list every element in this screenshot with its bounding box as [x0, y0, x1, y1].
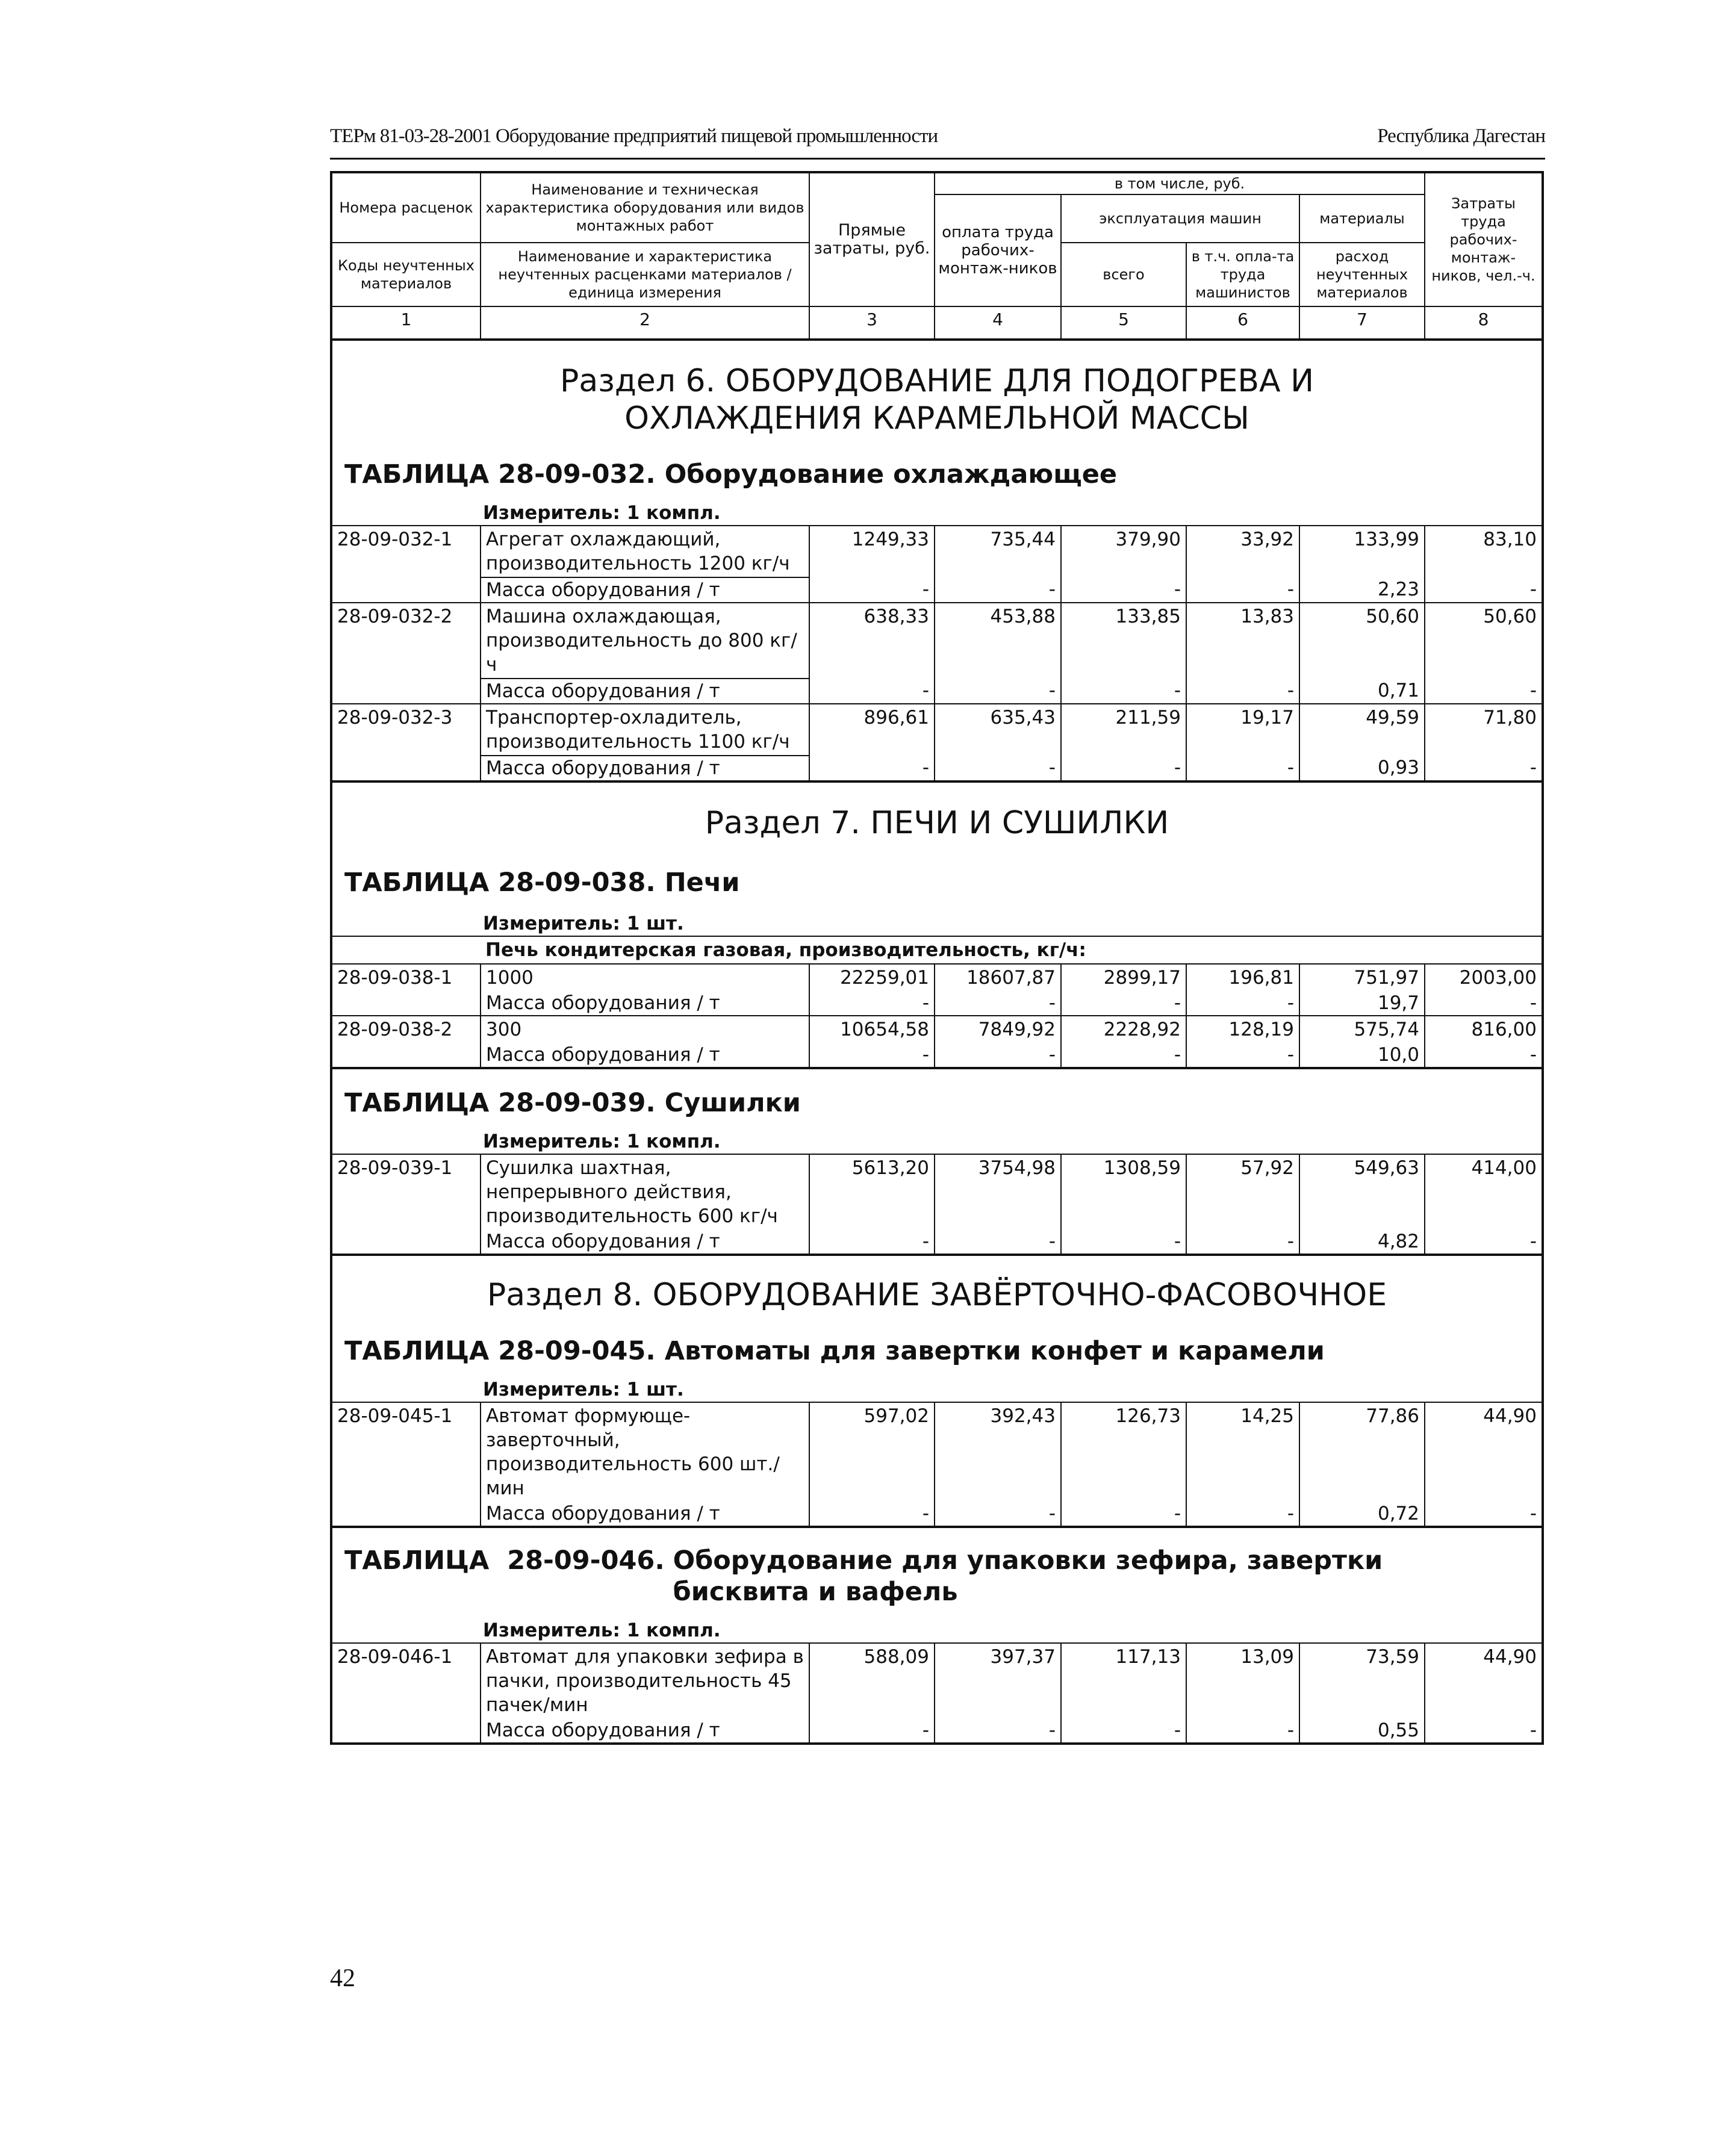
mass-value: 0,93 [1299, 756, 1425, 781]
dash: - [1186, 1229, 1299, 1255]
labor: 83,10 [1425, 526, 1543, 577]
hdr-machines: эксплуатация машин [1061, 194, 1299, 243]
mass-label: Масса оборудования / т [481, 1502, 809, 1527]
dash: - [1425, 1502, 1543, 1527]
hdr-codes: Коды неучтенных материалов [331, 243, 481, 306]
dash: - [935, 1718, 1061, 1744]
rate-name: 300 [481, 1016, 809, 1043]
materials: 73,59 [1299, 1643, 1425, 1718]
running-header [330, 125, 1545, 154]
dash: - [809, 991, 935, 1016]
mass-value: 19,7 [1299, 991, 1425, 1016]
direct-costs: 22259,01 [809, 964, 935, 991]
table-label: ТАБЛИЦА 28-09-046. [344, 1546, 665, 1576]
dash: - [1186, 577, 1299, 603]
table-label: ТАБЛИЦА 28-09-045. [344, 1336, 656, 1366]
meter: Измеритель: 1 компл. [483, 502, 721, 524]
materials: 549,63 [1299, 1154, 1425, 1229]
mass-row [331, 1718, 1543, 1744]
rate-code: 28-09-032-2 [331, 603, 481, 679]
section-title: Раздел 8. ОБОРУДОВАНИЕ ЗАВЁРТОЧНО-ФАСОВОЧНОЕ [487, 1277, 1387, 1313]
labor: 2003,00 [1425, 964, 1543, 991]
dash: - [1425, 991, 1543, 1016]
col-number: 2 [481, 306, 809, 340]
machines-wages: 128,19 [1186, 1016, 1299, 1043]
mass-value: 10,0 [1299, 1043, 1425, 1068]
table-label: ТАБЛИЦА 28-09-039. [344, 1088, 656, 1118]
column-numbers-row [331, 306, 1543, 340]
labor: 71,80 [1425, 704, 1543, 756]
hdr-labor: Затраты труда рабочих-монтаж-ников, чел.-ч. [1425, 172, 1543, 306]
dash: - [809, 756, 935, 781]
dash: - [1061, 1502, 1186, 1527]
table-row [331, 1154, 1543, 1229]
dash: - [1425, 1043, 1543, 1068]
machines-total: 211,59 [1061, 704, 1186, 756]
wages: 7849,92 [935, 1016, 1061, 1043]
table-name: Автоматы для завертки конфет и карамели [664, 1336, 1325, 1366]
dash: - [1425, 756, 1543, 781]
materials: 575,74 [1299, 1016, 1425, 1043]
rate-code: 28-09-046-1 [331, 1643, 481, 1718]
wages: 397,37 [935, 1643, 1061, 1718]
dash: - [1425, 1718, 1543, 1744]
direct-costs: 588,09 [809, 1643, 935, 1718]
rate-name: Транспортер-охладитель, производительность 1100 кг/ч [481, 704, 809, 756]
materials: 49,59 [1299, 704, 1425, 756]
materials: 50,60 [1299, 603, 1425, 679]
table-046-header [331, 1527, 1543, 1643]
rate-code: 28-09-045-1 [331, 1402, 481, 1502]
hdr-materials-unaccounted: расход неучтенных материалов [1299, 243, 1425, 306]
direct-costs: 10654,58 [809, 1016, 935, 1043]
dash: - [1186, 1718, 1299, 1744]
running-header-region: Республика Дагестан [1377, 125, 1545, 147]
mass-label: Масса оборудования / т [481, 679, 809, 704]
table-name: Оборудование охлаждающее [664, 459, 1118, 489]
table-name: Оборудование для упаковки зефира, завертки бисквита и вафель [673, 1546, 1383, 1607]
wages: 18607,87 [935, 964, 1061, 991]
dash: - [1061, 756, 1186, 781]
hdr-including: в том числе, руб. [935, 172, 1425, 194]
machines-wages: 196,81 [1186, 964, 1299, 991]
machines-wages: 13,83 [1186, 603, 1299, 679]
col-number: 6 [1186, 306, 1299, 340]
table-label: ТАБЛИЦА 28-09-038. [344, 868, 656, 898]
rate-name: Агрегат охлаждающий, производительность 1200 кг/ч [481, 526, 809, 577]
col-number: 5 [1061, 306, 1186, 340]
labor: 50,60 [1425, 603, 1543, 679]
col-number: 3 [809, 306, 935, 340]
dash: - [1186, 756, 1299, 781]
hdr-direct-costs: Прямые затраты, руб. [809, 172, 935, 306]
mass-row [331, 1502, 1543, 1527]
direct-costs: 597,02 [809, 1402, 935, 1502]
materials: 77,86 [1299, 1402, 1425, 1502]
table-title [332, 848, 1542, 903]
table-name: Печи [664, 868, 740, 898]
machines-total: 133,85 [1061, 603, 1186, 679]
dash: - [1186, 679, 1299, 704]
dash: - [935, 577, 1061, 603]
header-rule [330, 158, 1545, 160]
machines-wages: 14,25 [1186, 1402, 1299, 1502]
rate-code: 28-09-038-1 [331, 964, 481, 991]
dash: - [935, 679, 1061, 704]
table-label: ТАБЛИЦА 28-09-032. [344, 459, 656, 489]
dash: - [1186, 1502, 1299, 1527]
hdr-rate-numbers: Номера расценок [331, 172, 481, 243]
table-039-header [331, 1068, 1543, 1154]
rate-name: Автомат формующе-заверточный, производительность 600 шт./мин [481, 1402, 809, 1502]
wages: 392,43 [935, 1402, 1061, 1502]
materials: 133,99 [1299, 526, 1425, 577]
machines-total: 1308,59 [1061, 1154, 1186, 1229]
table-title [332, 443, 1542, 495]
section-6-header [331, 340, 1543, 526]
mass-row [331, 1229, 1543, 1255]
meter: Измеритель: 1 компл. [483, 1131, 721, 1152]
dash: - [1061, 1718, 1186, 1744]
dash: - [1425, 1229, 1543, 1255]
subheader-row [331, 936, 1543, 964]
wages: 735,44 [935, 526, 1061, 577]
rate-code: 28-09-032-3 [331, 704, 481, 756]
table-row [331, 1016, 1543, 1043]
dash: - [1186, 1043, 1299, 1068]
section-title: Раздел 6. ОБОРУДОВАНИЕ ДЛЯ ПОДОГРЕВА И ОХЛАЖДЕНИЯ КАРАМЕЛЬНОЙ МАССЫ [559, 363, 1314, 437]
mass-label: Масса оборудования / т [481, 756, 809, 781]
rate-name: Сушилка шахтная, непрерывного действия, производительность 600 кг/ч [481, 1154, 809, 1229]
dash: - [1425, 577, 1543, 603]
section-8-header [331, 1255, 1543, 1402]
dash: - [1061, 1229, 1186, 1255]
wages: 453,88 [935, 603, 1061, 679]
labor: 44,90 [1425, 1643, 1543, 1718]
mass-row [331, 1043, 1543, 1068]
section-7-header [331, 781, 1543, 936]
dash: - [809, 1229, 935, 1255]
rate-code: 28-09-032-1 [331, 526, 481, 577]
mass-row [331, 991, 1543, 1016]
labor: 44,90 [1425, 1402, 1543, 1502]
machines-wages: 19,17 [1186, 704, 1299, 756]
table-row [331, 603, 1543, 679]
machines-total: 2228,92 [1061, 1016, 1186, 1043]
mass-value: 0,55 [1299, 1718, 1425, 1744]
table-title [332, 1528, 1542, 1612]
dash: - [1061, 577, 1186, 603]
dash: - [809, 679, 935, 704]
mass-label: Масса оборудования / т [481, 1229, 809, 1255]
dash: - [1425, 679, 1543, 704]
hdr-machines-total: всего [1061, 243, 1186, 306]
table-row [331, 704, 1543, 756]
machines-wages: 33,92 [1186, 526, 1299, 577]
meter: Измеритель: 1 шт. [483, 913, 684, 934]
section-title: Раздел 7. ПЕЧИ И СУШИЛКИ [705, 805, 1169, 841]
wages: 3754,98 [935, 1154, 1061, 1229]
rate-code: 28-09-038-2 [331, 1016, 481, 1043]
col-number: 4 [935, 306, 1061, 340]
machines-total: 379,90 [1061, 526, 1186, 577]
dash: - [935, 991, 1061, 1016]
dash: - [935, 756, 1061, 781]
mass-label: Масса оборудования / т [481, 1718, 809, 1744]
dash: - [809, 577, 935, 603]
hdr-name-bottom: Наименование и характеристика неучтенных расценками материалов / единица измерения [481, 243, 809, 306]
dash: - [935, 1229, 1061, 1255]
hdr-wages: оплата труда рабочих-монтаж-ников [935, 194, 1061, 306]
mass-value: 0,71 [1299, 679, 1425, 704]
dash: - [1061, 991, 1186, 1016]
header-row-1 [331, 172, 1543, 194]
mass-row [331, 756, 1543, 781]
dash: - [809, 1043, 935, 1068]
dash: - [1186, 991, 1299, 1016]
hdr-materials: материалы [1299, 194, 1425, 243]
rate-name: 1000 [481, 964, 809, 991]
table-row [331, 1402, 1543, 1502]
table-title [332, 1320, 1542, 1372]
meter: Измеритель: 1 компл. [483, 1620, 721, 1641]
mass-value: 2,23 [1299, 577, 1425, 603]
rate-name: Машина охлаждающая, производительность до 800 кг/ч [481, 603, 809, 679]
table-title [332, 1069, 1542, 1123]
machines-total: 126,73 [1061, 1402, 1186, 1502]
wages: 635,43 [935, 704, 1061, 756]
mass-label: Масса оборудования / т [481, 991, 809, 1016]
rates-table [330, 171, 1544, 1745]
col-number: 8 [1425, 306, 1543, 340]
materials: 751,97 [1299, 964, 1425, 991]
table-row [331, 964, 1543, 991]
subheader: Печь кондитерская газовая, производительность, кг/ч: [331, 936, 1543, 964]
dash: - [1061, 679, 1186, 704]
col-number: 1 [331, 306, 481, 340]
direct-costs: 1249,33 [809, 526, 935, 577]
hdr-machines-wages: в т.ч. опла-та труда машинистов [1186, 243, 1299, 306]
machines-total: 2899,17 [1061, 964, 1186, 991]
labor: 414,00 [1425, 1154, 1543, 1229]
mass-label: Масса оборудования / т [481, 577, 809, 603]
rate-name: Автомат для упаковки зефира в пачки, производительность 45 пачек/мин [481, 1643, 809, 1718]
direct-costs: 638,33 [809, 603, 935, 679]
mass-row [331, 577, 1543, 603]
dash: - [935, 1043, 1061, 1068]
machines-wages: 57,92 [1186, 1154, 1299, 1229]
mass-value: 4,82 [1299, 1229, 1425, 1255]
dash: - [935, 1502, 1061, 1527]
running-header-title: ТЕРм 81-03-28-2001 Оборудование предприятий пищевой промышленности [330, 125, 938, 147]
dash: - [809, 1718, 935, 1744]
machines-wages: 13,09 [1186, 1643, 1299, 1718]
table-name: Сушилки [664, 1088, 801, 1118]
col-number: 7 [1299, 306, 1425, 340]
direct-costs: 896,61 [809, 704, 935, 756]
meter: Измеритель: 1 шт. [483, 1379, 684, 1400]
page-number: 42 [330, 1965, 355, 1992]
mass-value: 0,72 [1299, 1502, 1425, 1527]
labor: 816,00 [1425, 1016, 1543, 1043]
machines-total: 117,13 [1061, 1643, 1186, 1718]
direct-costs: 5613,20 [809, 1154, 935, 1229]
rate-code: 28-09-039-1 [331, 1154, 481, 1229]
table-row [331, 526, 1543, 577]
table-row [331, 1643, 1543, 1718]
mass-row [331, 679, 1543, 704]
hdr-name-top: Наименование и техническая характеристика оборудования или видов монтажных работ [481, 172, 809, 243]
dash: - [1061, 1043, 1186, 1068]
dash: - [809, 1502, 935, 1527]
mass-label: Масса оборудования / т [481, 1043, 809, 1068]
